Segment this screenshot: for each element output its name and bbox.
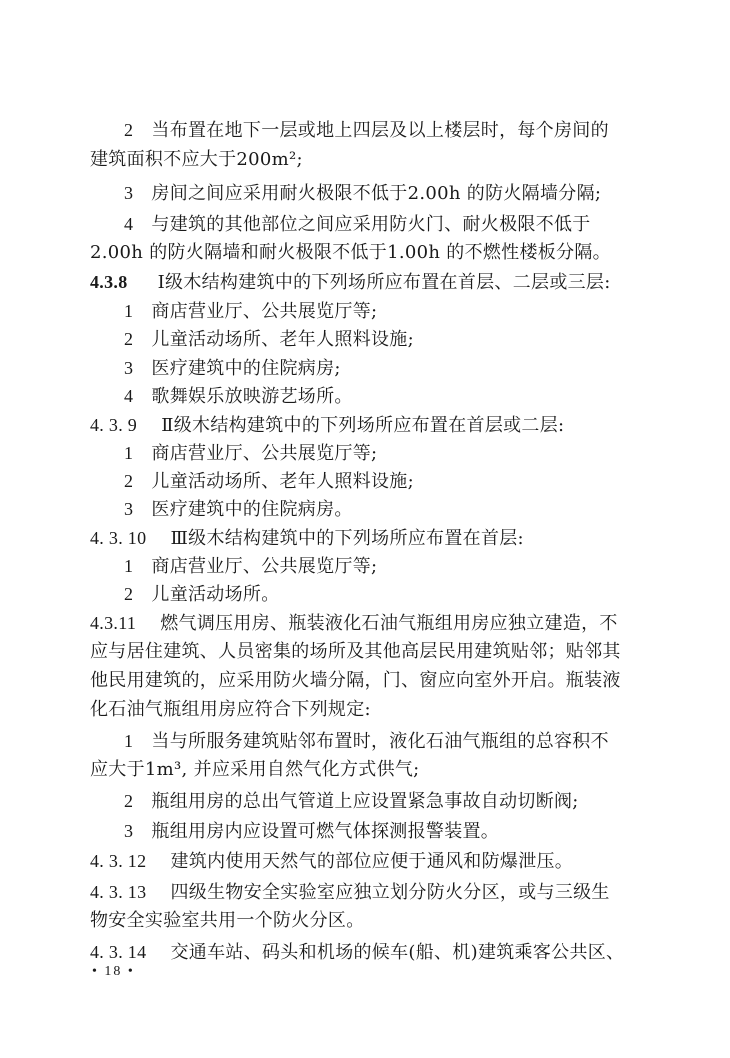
list-item: 2 儿童活动场所、老年人照料设施; bbox=[124, 329, 414, 350]
list-item: 1 当与所服务建筑贴邻布置时，液化石油气瓶组的总容积不 bbox=[124, 731, 609, 752]
continuation-line: 应与居住建筑、人员密集的场所及其他高层民用建筑贴邻；贴邻其 bbox=[90, 641, 621, 662]
list-item: 3 医疗建筑中的住院病房; bbox=[124, 358, 341, 379]
clause-heading: 4. 3. 12 建筑内使用天然气的部位应便于通风和防爆泄压。 bbox=[90, 851, 574, 872]
continuation-line: 物安全实验室共用一个防火分区。 bbox=[90, 910, 365, 931]
clause-heading: 4.3.8 Ⅰ级木结构建筑中的下列场所应布置在首层、二层或三层: bbox=[90, 272, 611, 293]
continuation-line: 应大于1m³, 并应采用自然气化方式供气; bbox=[90, 759, 420, 780]
page-number: • 18 • bbox=[92, 964, 135, 979]
list-item: 4 歌舞娱乐放映游艺场所。 bbox=[124, 386, 353, 407]
list-item: 2 儿童活动场所、老年人照料设施; bbox=[124, 471, 414, 492]
list-item: 3 医疗建筑中的住院病房。 bbox=[124, 499, 353, 520]
clause-heading: 4. 3. 14 交通车站、码头和机场的候车(船、机)建筑乘客公共区、 bbox=[90, 942, 625, 963]
clause-heading: 4. 3. 9 Ⅱ级木结构建筑中的下列场所应布置在首层或二层: bbox=[90, 415, 565, 436]
list-item: 2 瓶组用房的总出气管道上应设置紧急事故自动切断阀; bbox=[124, 791, 579, 812]
continuation-line: 2.00h 的防火隔墙和耐火极限不低于1.00h 的不燃性楼板分隔。 bbox=[90, 242, 611, 263]
list-item: 2 儿童活动场所。 bbox=[124, 584, 280, 605]
list-item: 3 瓶组用房内应设置可燃气体探测报警装置。 bbox=[124, 821, 500, 842]
continuation-line: 建筑面积不应大于200m²; bbox=[90, 149, 303, 170]
list-item: 3 房间之间应采用耐火极限不低于2.00h 的防火隔墙分隔; bbox=[124, 183, 602, 204]
list-item: 1 商店营业厅、公共展览厅等; bbox=[124, 556, 378, 577]
continuation-line: 他民用建筑的，应采用防火墙分隔，门、窗应向室外开启。瓶装液 bbox=[90, 670, 621, 691]
list-item: 1 商店营业厅、公共展览厅等; bbox=[124, 301, 378, 322]
continuation-line: 化石油气瓶组用房应符合下列规定: bbox=[90, 699, 371, 720]
list-item: 2 当布置在地下一层或地上四层及以上楼层时，每个房间的 bbox=[124, 120, 609, 141]
clause-heading: 4.3.11 燃气调压用房、瓶装液化石油气瓶组用房应独立建造，不 bbox=[90, 613, 618, 634]
clause-heading: 4. 3. 10 Ⅲ级木结构建筑中的下列场所应布置在首层: bbox=[90, 528, 524, 549]
clause-heading: 4. 3. 13 四级生物安全实验室应独立划分防火分区，或与三级生 bbox=[90, 882, 610, 903]
list-item: 4 与建筑的其他部位之间应采用防火门、耐火极限不低于 bbox=[124, 214, 591, 235]
list-item: 1 商店营业厅、公共展览厅等; bbox=[124, 443, 378, 464]
